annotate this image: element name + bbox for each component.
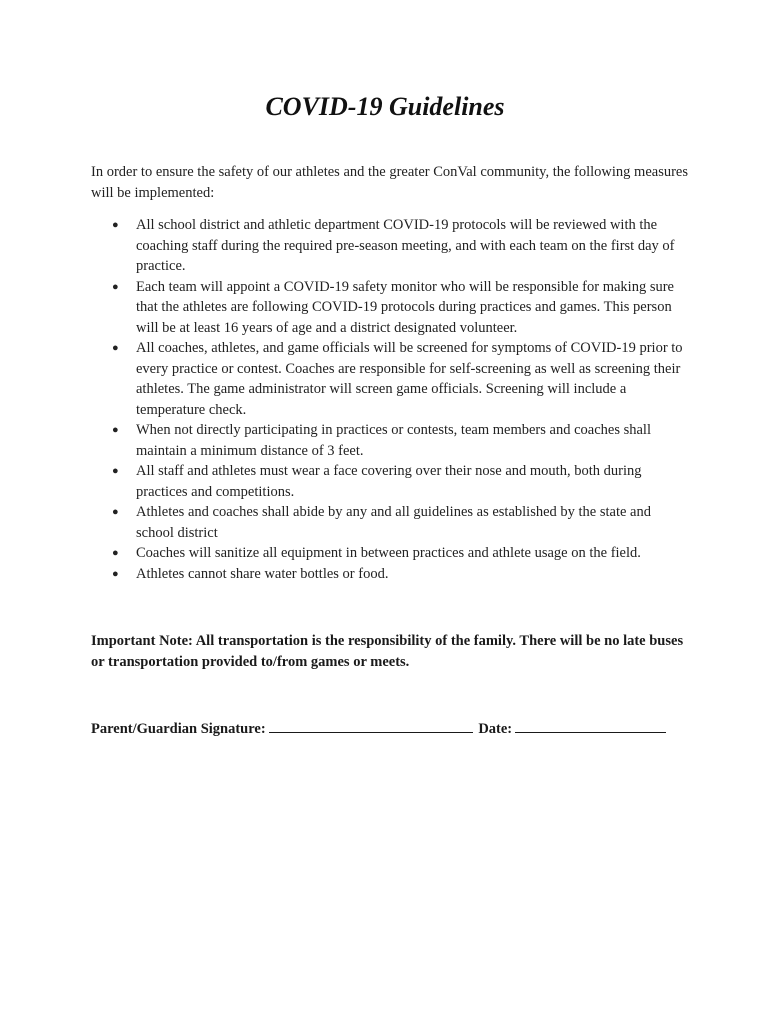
bullet-icon: ● [112,567,119,580]
list-item [91,277,691,339]
signature-row [91,718,731,740]
list-item [91,215,691,277]
bullet-icon: ● [112,342,119,354]
list-item-text: When not directly participating in practices or contests, team members and coaches shall maintain a minimum distance of 3 feet. [136,422,651,459]
page-title: COVID-19 Guidelines [265,92,505,121]
bullet-icon: ● [112,424,119,436]
list-item [91,338,691,420]
list-item-text: All staff and athletes must wear a face covering over their nose and mouth, both during practices and competitions. [136,463,642,500]
bullet-icon: ● [112,280,119,293]
measures-list [91,215,691,584]
list-item [91,420,691,461]
list-item [91,502,691,543]
bullet-icon: ● [112,219,119,231]
list-item-text: All school district and athletic department COVID-19 protocols will be reviewed with the coaching staff during the required pre-season meeting, and with each team on the first day of practice. [136,217,675,274]
list-item-text: Athletes and coaches shall abide by any and all guidelines as established by the state and school district [136,504,651,541]
signature-label: Parent/Guardian Signature: [91,721,266,737]
list-item-text: All coaches, athletes, and game officials will be screened for symptoms of COVID-19 prior to every practice or contest. Coaches are responsible for self-screening as well as screening their athletes. The game administrator will screen game officials. Screening will include a temperature check. [136,340,683,418]
list-item [91,564,691,585]
list-item-text: Athletes cannot share water bottles or food. [136,565,389,582]
bullet-icon: ● [112,547,119,559]
important-note: Important Note: All transportation is the responsibility of the family. There will be no late buses or transportation provided to/from games or meets. [91,633,684,670]
list-item [91,543,691,564]
list-item-text: Each team will appoint a COVID-19 safety monitor who will be responsible for making sure that the athletes are following COVID-19 protocols during practices and games. This person will be at least 16 years of age and a district designated volunteer. [136,278,674,336]
date-label: Date: [478,721,513,737]
list-item [91,461,691,502]
date-blank-field[interactable] [515,718,666,733]
bullet-icon: ● [112,465,119,477]
list-item-text: Coaches will sanitize all equipment in between practices and athlete usage on the field. [136,545,641,561]
signature-blank-field[interactable] [269,718,473,733]
intro-paragraph: In order to ensure the safety of our athletes and the greater ConVal community, the following measures will be implemented: [91,164,688,201]
bullet-icon: ● [112,506,119,518]
